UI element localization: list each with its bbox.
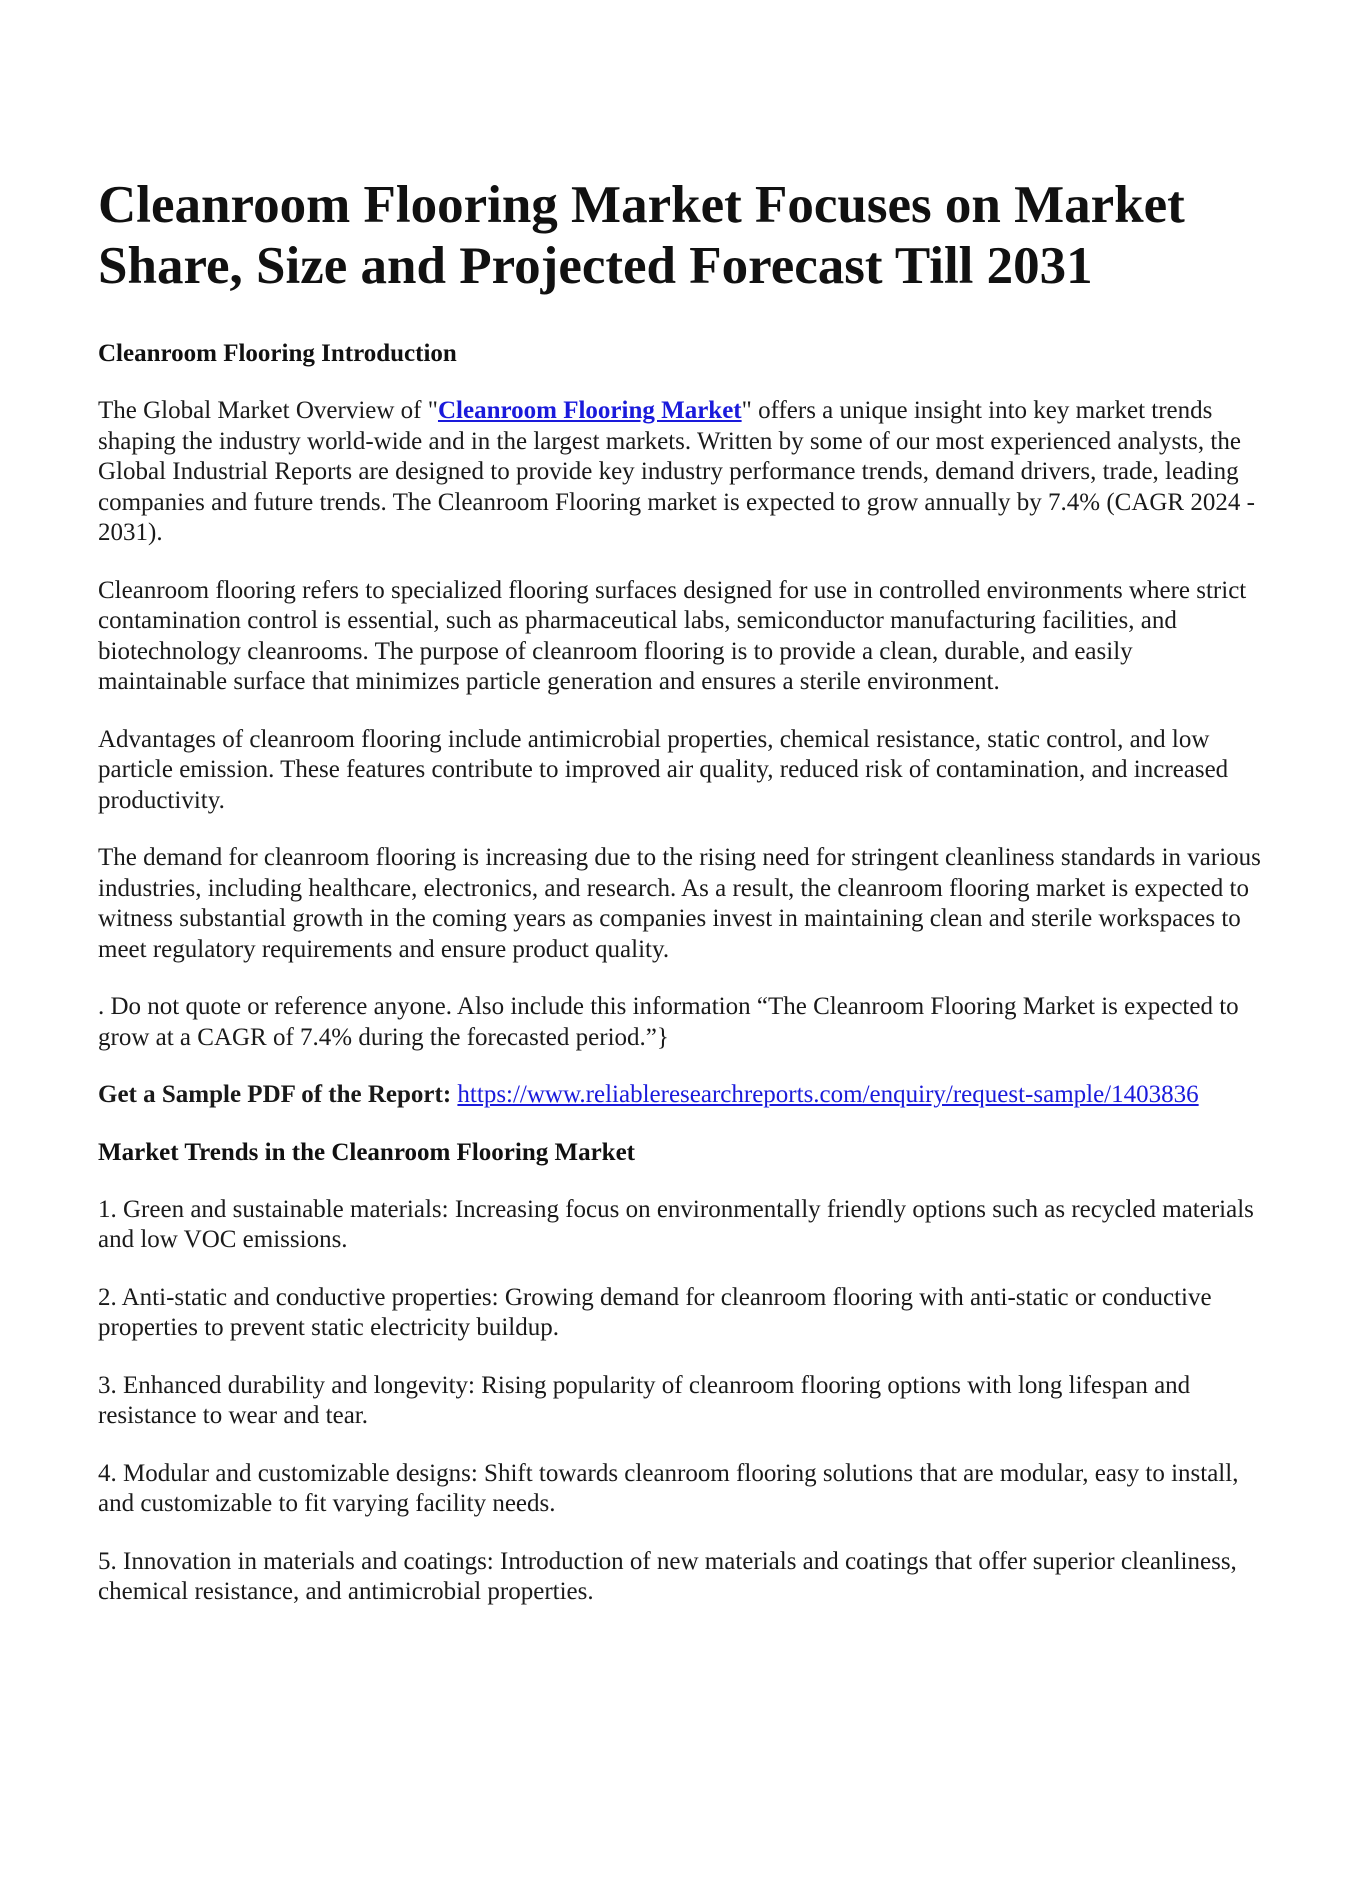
intro-paragraph	[98, 396, 1265, 549]
trend-item: 2. Anti-static and conductive properties: Growing demand for cleanroom flooring with anti-static or conductive properties to prevent static electricity buildup.	[98, 1283, 1212, 1341]
trend-item: 1. Green and sustainable materials: Increasing focus on environmentally friendly options such as recycled materials and low VOC emissions.	[98, 1195, 1254, 1253]
intro-text-after-link: " offers a unique insight into key market trends shaping the industry world-wide and in the largest markets. Written by some of our most experienced analysts, the Global Industrial Reports are designed to provide key industry performance trends, demand drivers, trade, leading companies and future trends. The Cleanroom Flooring market is expected to grow annually by 7.4% (CAGR 2024 - 2031).	[98, 397, 1255, 546]
definition-paragraph: Cleanroom flooring refers to specialized flooring surfaces designed for use in controlled environments where strict contamination control is essential, such as pharmaceutical labs, semiconductor manufacturing facilities, and biotechnology cleanrooms. The purpose of cleanroom flooring is to provide a clean, durable, and easily maintainable surface that minimizes particle generation and ensures a sterile environment.	[98, 576, 1247, 695]
intro-text-before-link: The Global Market Overview of "	[98, 397, 438, 424]
trend-item: 3. Enhanced durability and longevity: Rising popularity of cleanroom flooring options with long lifespan and resistance to wear and tear.	[98, 1371, 1191, 1429]
note-paragraph: . Do not quote or reference anyone. Also include this information “The Cleanroom Flooring Market is expected to grow at a CAGR of 7.4% during the forecasted period.”}	[98, 993, 1239, 1051]
advantages-paragraph: Advantages of cleanroom flooring include antimicrobial properties, chemical resistance, static control, and low particle emission. These features contribute to improved air quality, reduced risk of contamination, and increased productivity.	[98, 725, 1229, 814]
trend-item: 4. Modular and customizable designs: Shift towards cleanroom flooring solutions that are modular, easy to install, and customizable to fit varying facility needs.	[98, 1459, 1239, 1517]
market-link[interactable]: Cleanroom Flooring Market	[437, 397, 742, 424]
sample-paragraph	[98, 1080, 1265, 1111]
sample-label: Get a Sample PDF of the Report:	[98, 1081, 458, 1108]
trends-heading: Market Trends in the Cleanroom Flooring Market	[98, 1138, 635, 1166]
page-title: Cleanroom Flooring Market Focuses on Market Share, Size and Projected Forecast Till 2031	[98, 176, 1185, 295]
intro-heading: Cleanroom Flooring Introduction	[98, 340, 457, 367]
sample-link[interactable]: https://www.reliableresearchreports.com/enquiry/request-sample/1403836	[457, 1081, 1199, 1108]
trend-item: 5. Innovation in materials and coatings: Introduction of new materials and coatings that offer superior cleanliness, chemical resistance, and antimicrobial properties.	[98, 1547, 1237, 1605]
demand-paragraph: The demand for cleanroom flooring is increasing due to the rising need for stringent cleanliness standards in various industries, including healthcare, electronics, and research. As a result, the cleanroom flooring market is expected to witness substantial growth in the coming years as companies invest in maintaining clean and sterile workspaces to meet regulatory requirements and ensure product quality.	[98, 844, 1261, 963]
